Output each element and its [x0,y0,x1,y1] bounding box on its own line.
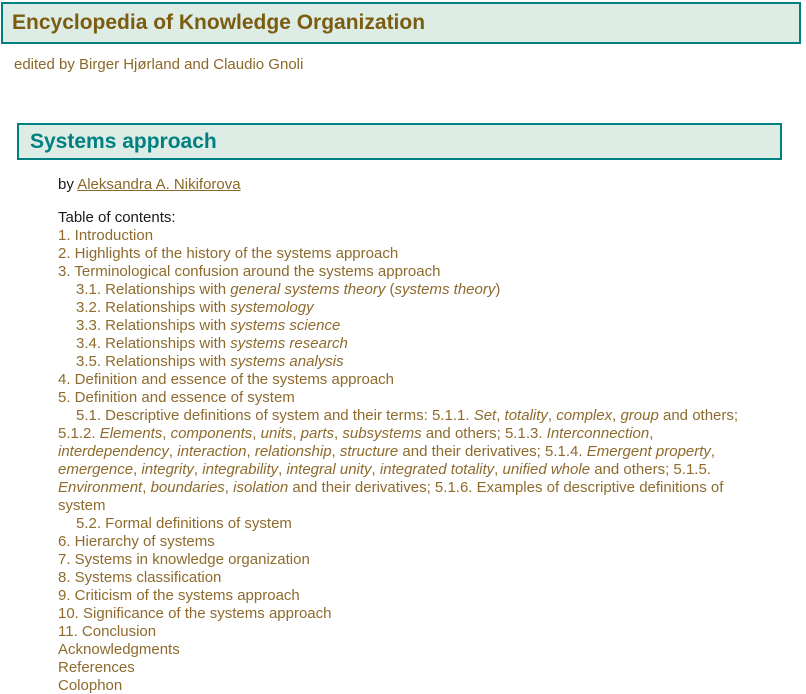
byline-prefix: by [58,176,78,193]
edited-by-line: edited by Birger Hjørland and Claudio Gnoli [14,56,304,73]
toc-entry[interactable]: 8. Systems classification [58,569,222,586]
toc-entry[interactable]: 3.4. Relationships with systems research [76,335,348,352]
toc-entry[interactable]: 11. Conclusion [58,623,157,640]
toc-entry[interactable]: Colophon [58,677,123,694]
toc-label: Table of contents: [58,209,176,226]
toc-entry[interactable]: 4. Definition and essence of the systems approach [58,371,395,388]
toc-entry[interactable]: 7. Systems in knowledge organization [58,551,310,568]
toc-list [58,227,758,694]
toc-entry[interactable]: 5.1. Descriptive definitions of system and their terms: 5.1.1. Set, totality, complex, group and others; 5.1.2. Elements, components, units, parts, subsystems and others; 5.1.3. Interconnection, interdependency, interaction, relationship, structure and their derivatives; 5.1.4. Emergent property, emergence, integrity, integrability, integral unity, integrated totality, unified whole and others; 5.1.5. Environment, boundaries, isolation and their derivatives; 5.1.6. Examples of descriptive definitions of system [58,407,739,514]
article-title: Systems approach [30,130,217,153]
byline [58,176,758,194]
toc-entry[interactable]: 3.5. Relationships with systems analysis [76,353,344,370]
toc-entry[interactable]: 3.3. Relationships with systems science [76,317,341,334]
toc-entry[interactable]: 9. Criticism of the systems approach [58,587,300,604]
author-link[interactable]: Aleksandra A. Nikiforova [77,176,241,193]
article-body [58,176,758,694]
toc-entry[interactable]: 3.1. Relationships with general systems theory (systems theory) [76,281,501,298]
toc-entry[interactable]: 1. Introduction [58,227,154,244]
site-title: Encyclopedia of Knowledge Organization [12,11,426,34]
toc-entry[interactable]: 5.2. Formal definitions of system [76,515,292,532]
site-title-banner [1,2,801,44]
toc-entry[interactable]: 6. Hierarchy of systems [58,533,215,550]
toc-entry[interactable]: 10. Significance of the systems approach [58,605,332,622]
article-title-banner [17,123,782,160]
toc-entry[interactable]: 2. Highlights of the history of the systems approach [58,245,399,262]
toc-entry[interactable]: 3.2. Relationships with systemology [76,299,314,316]
toc-entry[interactable]: 3. Terminological confusion around the systems approach [58,263,441,280]
toc-entry[interactable]: Acknowledgments [58,641,180,658]
table-of-contents [58,209,758,694]
toc-entry[interactable]: 5. Definition and essence of system [58,389,295,406]
toc-entry[interactable]: References [58,659,135,676]
